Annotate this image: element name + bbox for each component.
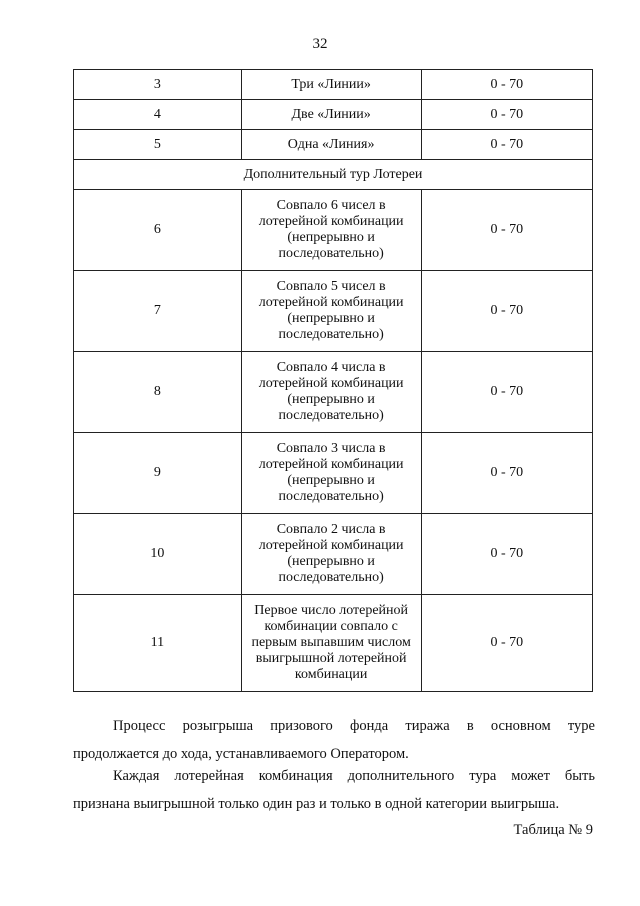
category-description: Совпало 4 числа в лотерейной комбинации (непрерывно и последовательно) (241, 352, 421, 433)
category-number: 10 (74, 514, 242, 595)
table-row (74, 433, 593, 514)
word: Каждая (113, 768, 160, 784)
table-row (74, 130, 593, 160)
word: Процесс (113, 718, 166, 734)
word: дополнительного (347, 768, 455, 784)
prize-share: 0 - 70 (421, 271, 592, 352)
prize-share: 0 - 70 (421, 352, 592, 433)
table-row (74, 190, 593, 271)
prize-share: 0 - 70 (421, 100, 592, 130)
word: может (511, 768, 550, 784)
prize-share: 0 - 70 (421, 130, 592, 160)
table-row (74, 100, 593, 130)
category-description: Совпало 2 числа в лотерейной комбинации (непрерывно и последовательно) (241, 514, 421, 595)
prize-share: 0 - 70 (421, 595, 592, 692)
word: основном (490, 718, 551, 734)
category-number: 11 (74, 595, 242, 692)
word: комбинация (258, 768, 333, 784)
category-number: 5 (74, 130, 242, 160)
paragraph-line-justified (73, 712, 595, 740)
category-description: Две «Линии» (241, 100, 421, 130)
word: быть (564, 768, 595, 784)
word: розыгрыша (182, 718, 254, 734)
word: туре (567, 718, 595, 734)
paragraph-line-justified (73, 762, 595, 790)
category-description: Совпало 3 числа в лотерейной комбинации (непрерывно и последовательно) (241, 433, 421, 514)
category-description: Совпало 6 чисел в лотерейной комбинации (непрерывно и последовательно) (241, 190, 421, 271)
prize-category-table (73, 69, 593, 692)
prize-share: 0 - 70 (421, 514, 592, 595)
table-row (74, 595, 593, 692)
prize-share: 0 - 70 (421, 433, 592, 514)
category-number: 7 (74, 271, 242, 352)
category-description: Одна «Линия» (241, 130, 421, 160)
category-description: Три «Линии» (241, 70, 421, 100)
word: призового (270, 718, 333, 734)
category-number: 9 (74, 433, 242, 514)
prize-share: 0 - 70 (421, 190, 592, 271)
table-row (74, 514, 593, 595)
word: фонда (349, 718, 389, 734)
prize-share: 0 - 70 (421, 70, 592, 100)
page-number: 32 (312, 36, 328, 52)
category-number: 3 (74, 70, 242, 100)
category-number: 6 (74, 190, 242, 271)
table-caption: Таблица № 9 (513, 822, 593, 838)
paragraph-winning-combination (73, 762, 595, 818)
paragraph-draw-process (73, 712, 595, 768)
word: тиража (405, 718, 450, 734)
table-row (74, 352, 593, 433)
category-number: 4 (74, 100, 242, 130)
section-header: Дополнительный тур Лотереи (74, 160, 593, 190)
table-row (74, 70, 593, 100)
category-description: Совпало 5 чисел в лотерейной комбинации (непрерывно и последовательно) (241, 271, 421, 352)
section-header-row (74, 160, 593, 190)
category-number: 8 (74, 352, 242, 433)
word: тура (469, 768, 497, 784)
word: лотерейная (174, 768, 244, 784)
category-description: Первое число лотерейной комбинации совпало с первым выпавшим числом выигрышной лотерейной комбинации (241, 595, 421, 692)
paragraph-line: признана выигрышной только один раз и только в одной категории выигрыша. (73, 796, 560, 812)
paragraph-line: продолжается до хода, устанавливаемого Оператором. (73, 746, 409, 762)
table-row (74, 271, 593, 352)
word: в (466, 718, 474, 734)
